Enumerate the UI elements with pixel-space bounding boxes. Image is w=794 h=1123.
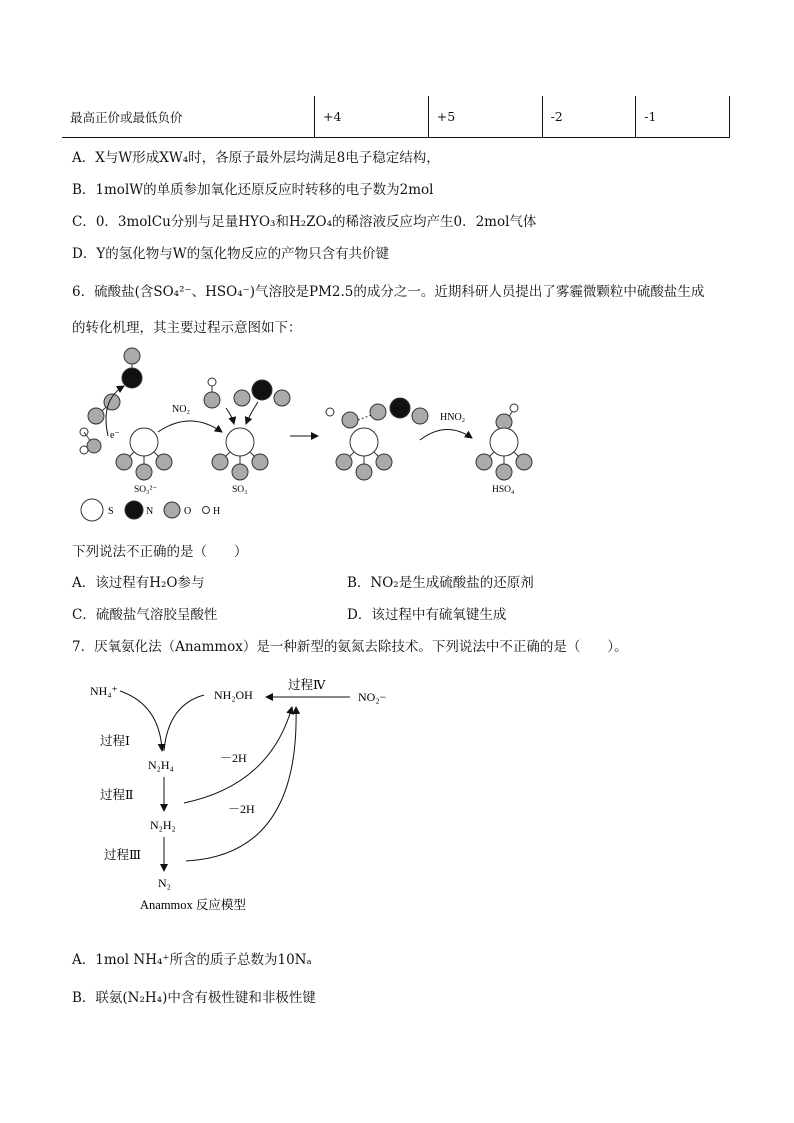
q7-stem: 7．厌氧氨化法（Anammox）是一种新型的氨氮去除技术。下列说法中不正确的是（ ）。 [72, 639, 628, 655]
n2-label: N₂ [158, 876, 171, 890]
element-property-table [62, 96, 730, 138]
sulfate-mechanism-diagram [0, 340, 794, 530]
process1-label: 过程Ⅰ [100, 734, 130, 748]
legend-n: N [146, 506, 154, 517]
hso4-label: HSO₄ [492, 485, 515, 495]
no2minus-label: NO₂− [358, 690, 387, 704]
nh4-label: NH₄⁺ [90, 684, 118, 698]
legend-s: S [108, 506, 114, 517]
legend-h: H [213, 506, 221, 517]
nitrogen-atom [122, 368, 142, 388]
n2h2-label: N₂H₂ [150, 818, 176, 832]
q5-option-d: D．Y的氢化物与W的氢化物反应的产物只含有共价键 [72, 246, 390, 262]
table-cell: -2 [542, 96, 636, 138]
minus2h-upper: －2H [220, 751, 247, 765]
so3-label: SO₃ [232, 485, 248, 495]
no2-label: NO₂ [172, 404, 190, 415]
q6-option-b: B．NO₂是生成硫酸盐的还原剂 [347, 575, 534, 591]
sulfur-atom [130, 428, 158, 456]
anammox-diagram [0, 665, 794, 920]
q6-option-d: D．该过程中有硫氧键生成 [347, 607, 507, 623]
electron-arrow [106, 386, 124, 436]
transfer-arrow [158, 421, 222, 432]
so3-2minus-label: SO₃²⁻ [134, 485, 158, 495]
table-cell: -1 [636, 96, 730, 138]
q7-option-a: A．1mol NH₄⁺所含的质子总数为10Nₐ [72, 952, 312, 968]
oxygen-atom [124, 348, 140, 364]
process2-label: 过程Ⅱ [100, 788, 134, 802]
table-cell: +4 [315, 96, 429, 138]
electron-label: e⁻ [110, 430, 120, 441]
q5-option-a: A．X与W形成XW₄时，各原子最外层均满足8电子稳定结构， [72, 150, 440, 166]
q7-option-b: B．联氨(N₂H₄)中含有极性键和非极性键 [72, 990, 316, 1006]
hno2-label: HNO₂ [440, 412, 466, 423]
q5-option-b: B．1molW的单质参加氧化还原反应时转移的电子数为2mol [72, 182, 434, 198]
process3-label: 过程Ⅲ [104, 848, 142, 862]
q6-stem-line2: 的转化机理，其主要过程示意图如下： [72, 320, 302, 336]
table-cell: +5 [428, 96, 542, 138]
table-row [62, 96, 730, 138]
table-row-label: 最高正价或最低负价 [62, 96, 315, 138]
diagram-caption: Anammox 反应模型 [140, 898, 246, 912]
q6-stem-line1: 6．硫酸盐(含SO₄²⁻、HSO₄⁻)气溶胶是PM2.5的成分之一。近期科研人员提出了雾霾微颗粒中硫酸盐生成 [72, 284, 705, 300]
n2h4-label: N₂H₄ [148, 758, 174, 772]
nh2oh-label: NH₂OH [214, 688, 253, 702]
process4-label: 过程Ⅳ [288, 678, 326, 692]
q6-option-c: C．硫酸盐气溶胶呈酸性 [72, 607, 218, 623]
minus2h-lower: －2H [228, 802, 255, 816]
q6-question: 下列说法不正确的是（ ） [72, 544, 248, 560]
legend-o: O [184, 506, 192, 517]
q6-option-a: A．该过程有H₂O参与 [72, 575, 205, 591]
q5-option-c: C．0．3molCu分别与足量HYO₃和H₂ZO₄的稀溶液反应均产生0．2mol气体 [72, 214, 537, 230]
